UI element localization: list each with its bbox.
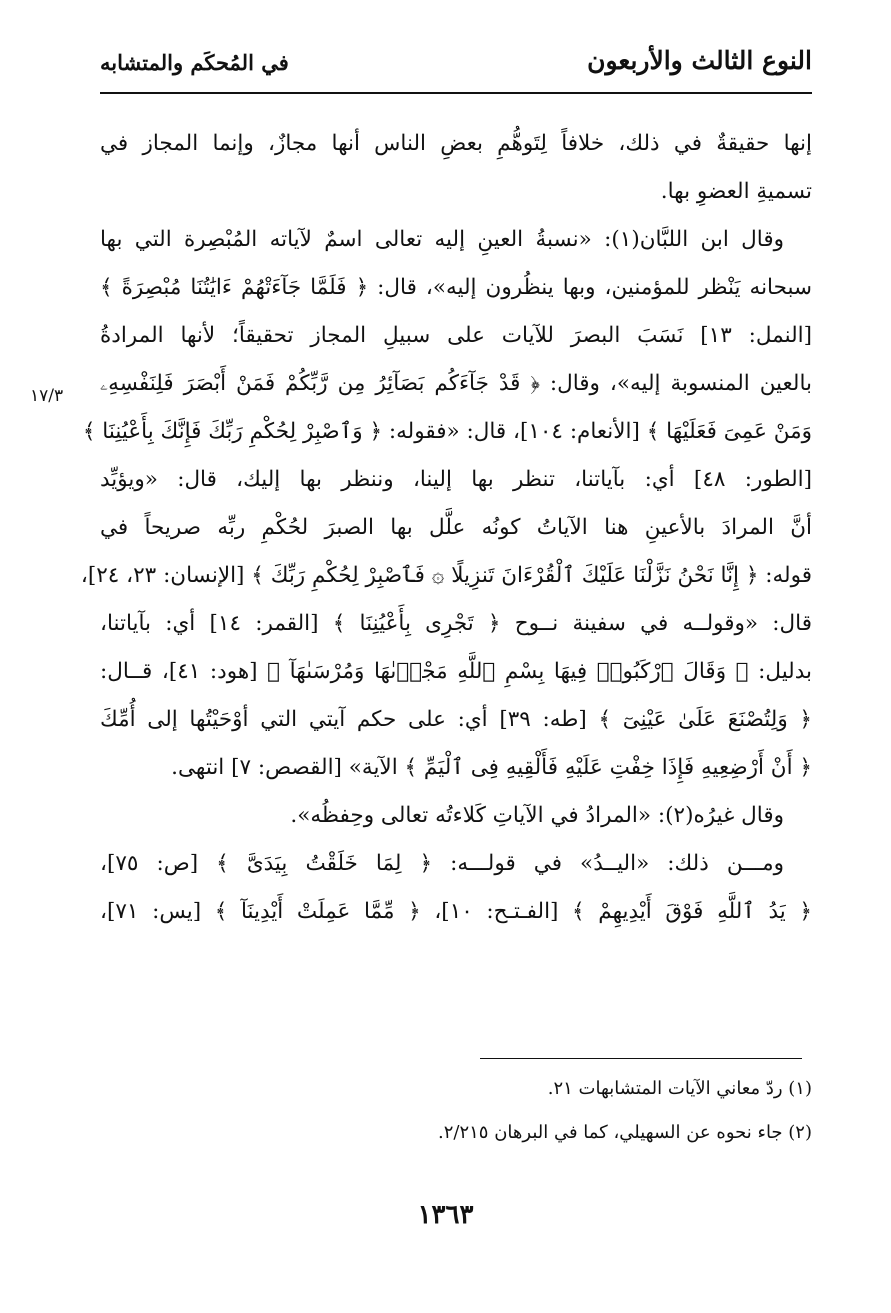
page-header <box>100 46 812 90</box>
body-line-5: [النمل: ١٣] نَسَبَ البصرَ للآيات على سبيلِ المجاز تحقيقاً؛ لأنها المرادةُ <box>100 323 812 348</box>
section-title: في المُحكَم والمتشابه <box>100 50 289 75</box>
body-line-17: ﴿ يَدُ ٱللَّهِ فَوْقَ أَيْدِيهِمْ ﴾ [الفـتـح: ١٠]، ﴿ مِّمَّا عَمِلَتْ أَيْدِينَآ ﴾ [يس: ٧١]، <box>100 899 813 924</box>
page-number: ١٣٦٣ <box>417 1200 474 1230</box>
body-line-11: قال: «وقولــه في سفينة نــوح ﴿ تَجْرِى بِأَعْيُنِنَا ﴾ [القمر: ١٤] أي: بآياتنا، <box>100 611 812 636</box>
body-line-8: [الطور: ٤٨] أي: بآياتنا، تنظر بها إلينا، وننظر بها إليك، قال: «ويؤيِّد <box>100 467 813 492</box>
body-line-2: تسميةِ العضوِ بها. <box>660 179 812 204</box>
body-line-6: بالعين المنسوبة إليه»، وقال: ﴿ قَدْ جَآءَكُم بَصَآئِرُ مِن رَّبِّكُمْ فَمَنْ أَبْصَرَ فَلِنَفْسِهِۦ <box>100 371 812 396</box>
body-line-15: وقال غيرُه(٢): «المرادُ في الآياتِ كَلاءتُه تعالى وحِفظُه». <box>290 803 784 828</box>
body-line-10: قوله: ﴿ إِنَّا نَحْنُ نَزَّلْنَا عَلَيْكَ ٱلْقُرْءَانَ تَنزِيلًا ۞ فَٱصْبِرْ لِحُكْمِ رَبِّكَ ﴾ [الإنسان: ٢٣، ٢٤]، <box>80 563 812 588</box>
body-text <box>80 120 813 936</box>
body-line-12: بدليل: ﴿ وَقَالَ ٱرْكَبُوا۟ فِيهَا بِسْمِ ٱللَّهِ مَجْر۪ىٰهَا وَمُرْسَىٰهَآ ﴾ [هود: ٤١]، قــال: <box>100 659 813 684</box>
body-line-3: وقال ابن اللبَّان(١): «نسبةُ العينِ إليه تعالى اسمٌ لآياته المُبْصِرة التي بها <box>100 227 784 252</box>
body-line-1: إنها حقيقةٌ في ذلك، خلافاً لِتَوهُّمِ بعضِ الناس أنها مجازٌ، وإنما المجاز في <box>100 131 812 156</box>
body-line-14: ﴿ أَنْ أَرْضِعِيهِ فَإِذَا خِفْتِ عَلَيْهِ فَأَلْقِيهِ فِى ٱلْيَمِّ ﴾ الآية» [القصص: ٧] انتهى. <box>171 755 812 780</box>
body-line-4: سبحانه يَنْظر للمؤمنين، وبها ينظُرون إليه»، قال: ﴿ فَلَمَّا جَآءَتْهُمْ ءَايَٰتُنَا مُبْصِرَةً ﴾ <box>100 275 812 300</box>
chapter-title: النوع الثالث والأربعون <box>587 46 812 75</box>
body-line-16: ومـــن ذلك: «اليــدُ» في قولـــه: ﴿ لِمَا خَلَقْتُ بِيَدَىَّ ﴾ [ص: ٧٥]، <box>100 851 784 876</box>
body-line-9: أنَّ المرادَ بالأعينِ هنا الآياتُ كونُه علَّل بها الصبرَ لحُكْمِ ربِّه صريحاً في <box>100 515 812 540</box>
body-line-7: وَمَنْ عَمِىَ فَعَلَيْهَا ﴾ [الأنعام: ١٠٤]، قال: «فقوله: ﴿ وَٱصْبِرْ لِحُكْمِ رَبِّكَ فَإِنَّكَ بِأَعْيُنِنَا ﴾ <box>82 419 812 444</box>
body-line-13: ﴿ وَلِتُصْنَعَ عَلَىٰ عَيْنِىٓ ﴾ [طه: ٣٩] أي: على حكم آيتي التي أوْحَيْتُها إلى أُمِّكَ <box>100 707 812 732</box>
footnote-divider <box>480 1058 802 1059</box>
footnote-1: (١) ردّ معاني الآيات المتشابهات ٢١. <box>547 1078 812 1099</box>
margin-volume-page-note: ١٧/٣ <box>30 386 64 406</box>
footnote-2: (٢) جاء نحوه عن السهيلي، كما في البرهان ٢/٢١٥. <box>437 1122 812 1143</box>
header-divider <box>100 92 812 94</box>
